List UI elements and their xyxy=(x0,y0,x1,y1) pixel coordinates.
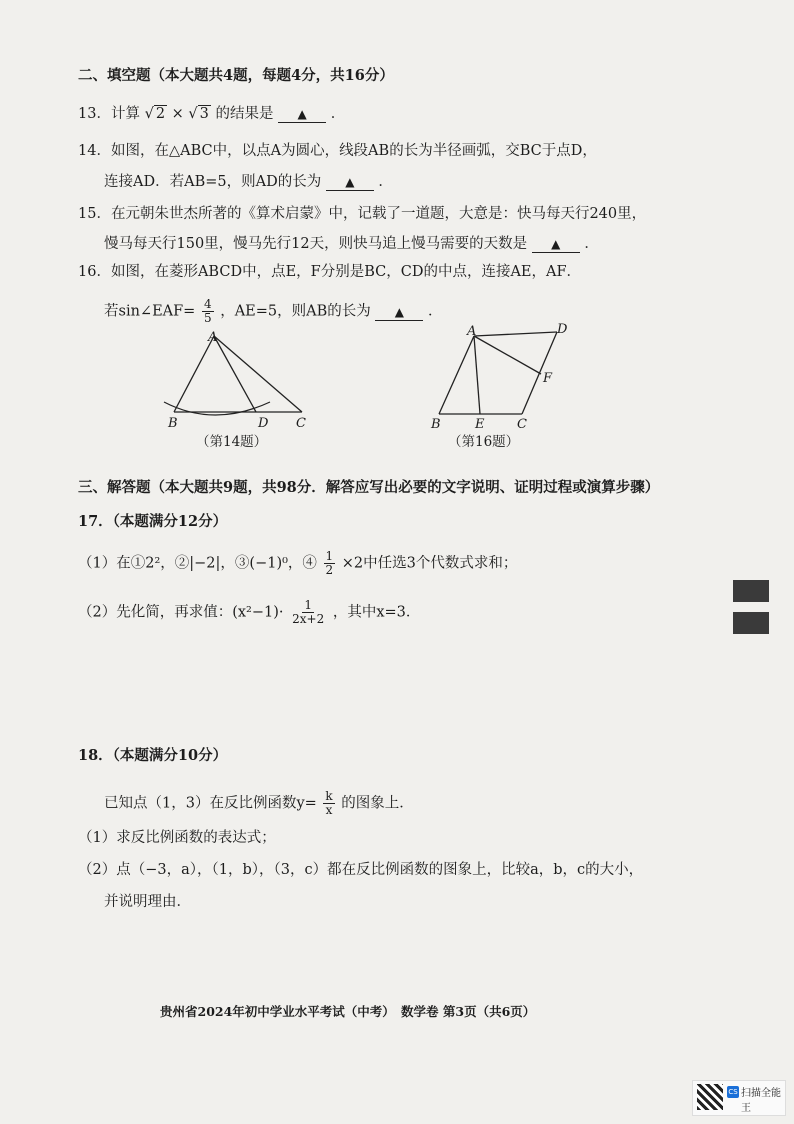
label-f: F xyxy=(543,371,553,386)
binding-tab-upper xyxy=(733,580,769,602)
segment-ad xyxy=(474,332,557,336)
question-16-line2 xyxy=(104,298,442,325)
q14-end: ． xyxy=(378,174,393,190)
question-15-line1: 15．在元朝朱世杰所著的《算术启蒙》中，记载了一道题，大意是：快马每天行240里， xyxy=(78,206,647,222)
section-2-heading: 二、填空题（本大题共4题，每题4分，共16分） xyxy=(78,67,394,84)
question-16-line1: 16．如图，在菱形ABCD中，点E，F分别是BC，CD的中点，连接AE，AF． xyxy=(78,264,582,280)
segment-ab xyxy=(174,336,214,412)
question-18-part2-line1: （2）点（−3，a），（1，b），（3，c）都在反比例函数的图象上，比较a，b，c的大小， xyxy=(78,862,644,878)
sqrt-3: √ 3 xyxy=(188,106,209,122)
section-3-heading: 三、解答题（本大题共9题，共98分．解答应写出必要的文字说明、证明过程或演算步骤） xyxy=(78,479,660,496)
q13-text: 13．计算 xyxy=(78,106,140,122)
qr-code-icon xyxy=(697,1084,723,1110)
q16-answer-blank xyxy=(375,304,423,321)
label-b: B xyxy=(431,417,441,432)
triangle-marker: ▲ xyxy=(297,107,307,121)
label-c: C xyxy=(517,417,527,432)
label-d: D xyxy=(258,416,269,431)
question-13 xyxy=(78,104,345,124)
q15-end: ． xyxy=(584,236,599,252)
q13-text-post: 的结果是 xyxy=(215,106,274,122)
question-18-part2-line2: 并说明理由． xyxy=(104,894,191,910)
triangle-marker: ▲ xyxy=(394,304,404,319)
label-a: A xyxy=(208,330,218,345)
segment-ac xyxy=(214,336,302,412)
q16-text-mid: ，AE=5，则AB的长为 xyxy=(220,303,371,320)
camscanner-logo-icon: CS xyxy=(728,1088,738,1096)
fraction-4-5: $\frac{4}{5}$ xyxy=(203,297,212,325)
label-a: A xyxy=(467,324,477,339)
arc xyxy=(164,402,270,415)
triangle-marker: ▲ xyxy=(551,237,561,251)
figure-14-caption: （第14题） xyxy=(196,434,268,450)
question-18-intro xyxy=(104,790,414,817)
question-18-title: 18．（本题满分10分） xyxy=(78,747,228,764)
figure-16-caption: （第16题） xyxy=(448,434,520,450)
fraction-1-2: $\frac{1}{2}$ xyxy=(325,549,334,577)
segment-ad xyxy=(214,336,256,412)
q15-text: 慢马每天行150里，慢马先行12天，则快马追上慢马需要的天数是 xyxy=(104,236,528,252)
q17-p2-text: （2）先化简，再求值：(x²−1)· xyxy=(78,604,284,621)
q13-end: ． xyxy=(330,106,346,122)
q17-p1-text-post: ×2中任选3个代数式求和； xyxy=(341,555,518,572)
scanner-brand: 扫描全能王 xyxy=(741,1088,781,1114)
figure-16 xyxy=(425,322,585,432)
page-footer: 贵州省2024年初中学业水平考试（中考） 数学卷 第3页（共6页） xyxy=(160,1004,536,1019)
q14-text: 连接AD．若AB=5，则AD的长为 xyxy=(104,174,322,190)
segment-af xyxy=(474,336,541,374)
question-17-title: 17．（本题满分12分） xyxy=(78,513,228,530)
q15-answer-blank xyxy=(532,236,580,253)
question-14-line2 xyxy=(104,172,393,192)
label-e: E xyxy=(475,417,485,432)
segment-ab xyxy=(439,336,474,414)
times-sign: × xyxy=(171,106,184,122)
q16-end: ． xyxy=(427,303,443,320)
sqrt-2: √ 2 xyxy=(144,106,166,122)
q18-intro-text: 已知点（1，3）在反比例函数y= xyxy=(104,795,317,812)
q17-p1-text: （1）在①2²，②|−2|，③(−1)⁰，④ xyxy=(78,555,317,572)
q18-intro-text-post: 的图象上． xyxy=(341,795,414,812)
fraction-k-over-x: $\frac{k}{x}$ xyxy=(325,789,333,817)
binding-tab-lower xyxy=(733,612,769,634)
q17-p2-text-post: ，其中x=3． xyxy=(332,604,421,621)
triangle-marker: ▲ xyxy=(345,175,355,189)
label-d: D xyxy=(557,322,568,337)
figure-14 xyxy=(150,328,330,438)
q16-text: 若sin∠EAF= xyxy=(104,303,196,320)
q13-answer-blank xyxy=(278,106,326,123)
question-18-part1: （1）求反比例函数的表达式； xyxy=(78,830,276,846)
q14-answer-blank xyxy=(326,174,374,191)
question-17-part2 xyxy=(78,599,420,626)
question-15-line2 xyxy=(104,234,599,254)
label-b: B xyxy=(168,416,178,431)
scanner-watermark xyxy=(692,1080,786,1116)
fraction-1-over-2x-plus-2: $\frac{1}{2x+2}$ xyxy=(292,598,325,626)
label-c: C xyxy=(296,416,306,431)
question-17-part1 xyxy=(78,550,517,577)
segment-ae xyxy=(474,336,480,414)
question-14-line1: 14．如图，在△ABC中，以点A为圆心，线段AB的长为半径画弧，交BC于点D， xyxy=(78,143,597,159)
